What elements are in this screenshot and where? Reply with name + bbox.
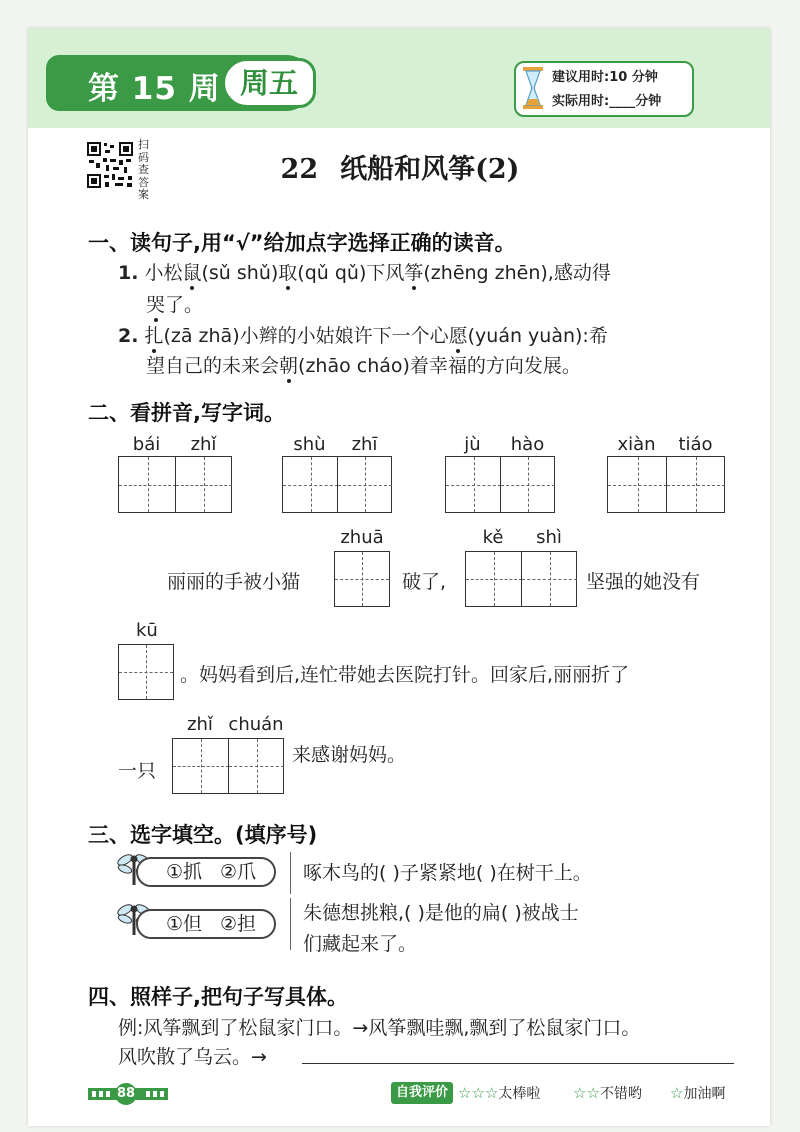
fill-sentence: 坚强的她没有 [586,571,701,593]
option: ①但 [166,913,203,935]
section2-heading: 二、看拼音,写字词。 [88,401,285,425]
star-icon: ☆ [573,1084,587,1102]
pinyin-options[interactable]: (sǔ shǔ) [201,262,279,284]
writing-grid[interactable] [607,456,725,513]
rating-excellent[interactable] [458,1083,540,1103]
hourglass-icon [521,66,545,110]
choice-question-2-line2: 们藏起来了。 [303,933,418,955]
star-icon: ☆ [471,1084,485,1102]
fill-sentence: 。妈妈看到后,连忙带她去医院打针。回家后,丽丽折了 [180,664,630,686]
star-icon: ☆ [670,1084,684,1102]
lesson-number: 22 [280,154,319,185]
writing-grid[interactable] [465,551,577,607]
text: 望自己的未来会 [146,355,280,377]
star-icon: ☆ [458,1084,472,1102]
pinyin: zhuā [340,527,384,548]
rewrite-question: 风吹散了乌云。→ [118,1046,267,1068]
pinyin: shì [536,527,562,548]
text: 小松 [144,262,183,284]
fill-sentence: 一只 [118,760,157,782]
fill-sentence: 来感谢妈妈。 [292,744,407,766]
divider [290,852,291,894]
page-number: 88 [115,1083,137,1105]
page-title [0,147,800,186]
dotted-char: 扎 [144,325,164,347]
dotted-char: 朝 [279,355,299,377]
answer-line[interactable] [302,1063,734,1064]
pinyin: kě [482,527,504,548]
pinyin-options[interactable]: (zā zhā)小辫的小姑娘许下一个心 [163,325,449,347]
actual-time: 实际用时:____分钟 [552,94,662,109]
lesson-title: 纸船和风筝(2) [340,154,520,185]
dotted-char: 哭 [146,294,166,316]
pinyin-options[interactable]: (qǔ qǔ)下风 [297,262,405,284]
question-number: 2. [118,325,139,347]
writing-grid[interactable] [282,456,392,513]
text: 了。 [165,294,204,316]
divider [290,898,291,950]
writing-grid[interactable] [334,551,390,607]
rating-label: 加油啊 [683,1086,726,1102]
day-label: 周五 [222,58,316,108]
pinyin: xiàn [617,434,656,455]
rating-good[interactable] [573,1083,642,1103]
week-label: 第 15 周 [88,71,221,107]
option: ②担 [220,913,257,935]
dotted-char: 取 [278,262,298,284]
qr-label: 扫码查答案 [138,138,149,201]
writing-grid[interactable] [118,456,232,513]
question-1-line1 [118,258,611,285]
choice-question-1[interactable]: 啄木鸟的( )子紧紧地( )在树干上。 [303,862,592,884]
section4-heading: 四、照样子,把句子写具体。 [88,985,348,1009]
suggested-time: 建议用时:10 分钟 [552,70,658,85]
rating-try-harder[interactable] [670,1083,725,1103]
question-number: 1. [118,262,139,284]
pinyin: jù [464,434,481,455]
pinyin: zhǐ [187,714,213,735]
choice-question-2-line1[interactable]: 朱德想挑粮,( )是他的扁( )被战士 [303,902,579,924]
question-2-line2 [146,351,581,378]
pinyin: shù [293,434,326,455]
option-box-1 [136,857,276,887]
section3-heading: 三、选字填空。(填序号) [88,823,318,847]
pinyin: bái [132,434,161,455]
rating-label: 不错哟 [599,1086,642,1102]
dotted-char: 鼠 [182,262,202,284]
section1-heading: 一、读句子,用“√”给加点字选择正确的读音。 [88,231,516,255]
fill-sentence: 破了, [402,571,447,593]
dotted-char: 筝 [404,262,424,284]
question-2-line1 [118,321,608,348]
star-icon: ☆ [484,1084,499,1102]
writing-grid[interactable] [172,738,284,794]
writing-grid[interactable] [445,456,555,513]
star-icon: ☆ [586,1084,600,1102]
dotted-char: 愿 [448,325,468,347]
pinyin: tiáo [678,434,713,455]
pinyin-options[interactable]: (zhēng zhēn),感动得 [423,262,611,284]
self-evaluation-label: 自我评价 [391,1082,453,1104]
pinyin-options[interactable]: (zhāo cháo)着幸福的方向发展。 [298,355,581,377]
question-1-line2 [146,290,203,317]
option: ①抓 [166,861,203,883]
pinyin: kū [136,620,158,641]
writing-grid[interactable] [118,644,174,700]
fill-sentence: 丽丽的手被小猫 [167,571,301,593]
pinyin: zhī [351,434,378,455]
option-box-2 [136,909,276,939]
pinyin: zhǐ [190,434,217,455]
pinyin: chuán [228,714,284,735]
rating-label: 太棒啦 [498,1086,541,1102]
example-sentence: 例:风筝飘到了松鼠家门口。→风筝飘哇飘,飘到了松鼠家门口。 [118,1017,641,1039]
pinyin: hào [510,434,545,455]
option: ②爪 [220,861,257,883]
pinyin-options[interactable]: (yuán yuàn):希 [467,325,608,347]
